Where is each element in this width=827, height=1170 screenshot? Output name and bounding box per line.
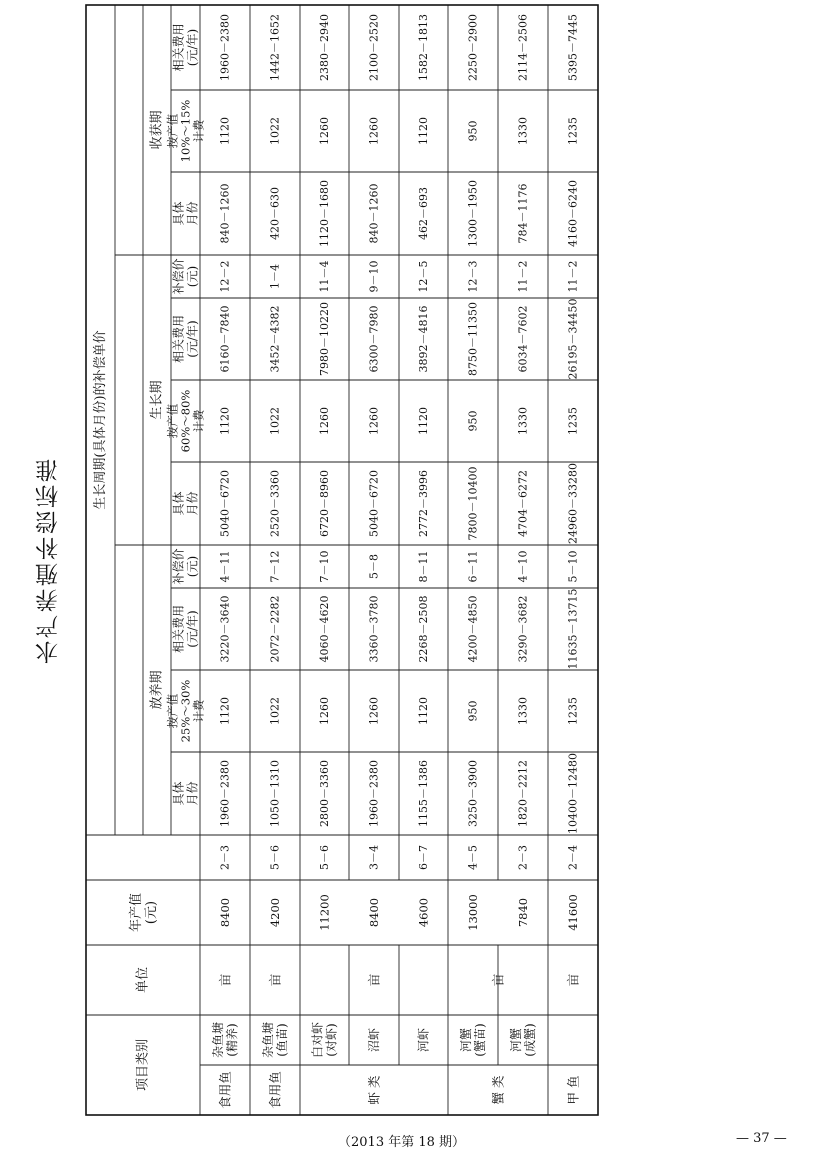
table-cell: 8－11: [417, 550, 430, 583]
table-cell: 1120: [218, 407, 232, 435]
sub-item-label: (鱼苗): [274, 1023, 289, 1057]
table-cell: 5040－6720: [367, 470, 381, 537]
table-cell: 11－2: [516, 260, 530, 293]
table-cell: 5－6: [318, 845, 331, 870]
sub-item-label: 河蟹: [509, 1027, 524, 1053]
table-cell: 6－7: [417, 845, 430, 870]
table-cell: 1260: [318, 117, 331, 145]
table-cell: 2772－3996: [417, 470, 430, 537]
unit-cell: 亩: [565, 973, 581, 987]
table-cell: 950: [466, 700, 480, 722]
table-cell: 2－4: [566, 845, 580, 870]
header-cost: 相关费用: [171, 604, 186, 654]
header-cost: 相关费用: [171, 314, 186, 364]
table-cell: 4－10: [516, 550, 530, 583]
header-annual: 年产值: [129, 892, 145, 933]
unit-cell: 亩: [366, 973, 382, 987]
table-cell: 24960－33280: [566, 463, 580, 544]
header-stage: 生长期: [149, 380, 165, 420]
table-cell: 1260: [367, 697, 381, 725]
table-cell: 3290－3682: [516, 595, 530, 663]
sub-item-label: 杂鱼塘: [261, 1021, 276, 1059]
table-cell: 7980－10220: [318, 302, 331, 376]
annual-value: 4600: [416, 897, 431, 928]
compensation-table-grid: [86, 5, 598, 1115]
table-cell: 2114－2506: [516, 14, 530, 81]
table-cell: 1330: [516, 697, 530, 725]
annual-value: 7840: [516, 897, 530, 928]
table-cell: 6034－7602: [516, 305, 530, 373]
table-cell: 7－10: [318, 550, 331, 583]
header-month: 具体: [171, 781, 186, 806]
table-cell: 12－2: [218, 260, 232, 293]
header-value: 计费: [191, 409, 206, 433]
table-cell: 12－5: [417, 260, 430, 293]
page-title: 水产养殖补偿标准: [36, 456, 62, 664]
header-comp: 补偿价: [171, 548, 186, 585]
header-cycle: 生长周期(具体月份)的补偿单价: [93, 330, 108, 510]
annual-value: 13000: [466, 894, 480, 931]
header-value: 10%～15%: [178, 99, 193, 163]
table-cell: 1050－1310: [268, 760, 282, 827]
table-cell: 1022: [268, 407, 282, 435]
table-cell: 1235: [566, 697, 580, 725]
header-month: 月份: [185, 201, 200, 226]
header-cost: 相关费用: [171, 23, 186, 72]
table-cell: 4704－6272: [516, 470, 530, 537]
category-label: 食用鱼: [217, 1071, 233, 1109]
header-month: 具体: [171, 201, 186, 226]
table-cell: 462－693: [417, 187, 430, 240]
table-cell: 840－1260: [218, 183, 232, 244]
table-cell: 4060－4620: [318, 595, 331, 663]
table-cell: 11－2: [566, 260, 580, 293]
header-comp: 补偿价: [171, 258, 186, 295]
table-cell: 8750－11350: [466, 302, 480, 376]
footer-issue: （2013 年第 18 期）: [338, 1135, 466, 1150]
header-value: 25%～30%: [178, 679, 193, 743]
table-cell: 7800－10400: [466, 466, 480, 541]
table-cell: 2380－2940: [318, 14, 331, 81]
table-cell: 5－8: [367, 554, 381, 579]
table-cell: 1120: [417, 407, 430, 435]
page-number: — 37 —: [736, 1131, 787, 1146]
table-cell: 2250－2900: [466, 14, 480, 81]
table-cell: 4－11: [218, 550, 232, 583]
annual-value: 4200: [268, 897, 282, 928]
header-comp: (元): [185, 555, 200, 578]
header-annual: (元): [143, 900, 159, 925]
table-cell: 1260: [318, 697, 331, 725]
category-label: 蟹 类: [490, 1075, 506, 1105]
table-cell: 5－6: [268, 845, 282, 870]
table-cell: 2800－3360: [318, 760, 331, 827]
table-cell: 1582－1813: [417, 14, 430, 81]
table-cell: 1960－2380: [218, 760, 232, 827]
header-cost: (元/年): [185, 320, 200, 358]
annual-value: 8400: [218, 897, 232, 928]
table-cell: 2268－2508: [417, 595, 430, 663]
table-cell: 1330: [516, 407, 530, 435]
table-cell: 11635－13715: [566, 588, 580, 670]
table-cell: 3452－4382: [268, 305, 282, 373]
table-cell: 5040－6720: [218, 470, 232, 537]
compensation-table: [86, 5, 598, 1115]
table-cell: 2072－2282: [268, 595, 282, 663]
table-cell: 1022: [268, 697, 282, 725]
table-cell: 950: [466, 120, 480, 142]
table-cell: 4200－4850: [466, 595, 480, 663]
table-cell: 6160－7840: [218, 305, 232, 373]
sub-item-label: (成蟹): [522, 1023, 537, 1057]
table-cell: 1960－2380: [367, 760, 381, 827]
header-value: 60%～80%: [178, 389, 193, 453]
header-comp: (元): [185, 265, 200, 288]
header-month: 具体: [171, 491, 186, 516]
sub-item-label: 河虾: [416, 1027, 431, 1053]
table-cell: 4－5: [466, 845, 480, 870]
header-unit: 单位: [135, 966, 151, 994]
table-cell: 1300－1950: [466, 180, 480, 247]
header-month: 月份: [185, 491, 200, 516]
table-cell: 12－3: [466, 260, 480, 293]
header-value: 计费: [191, 699, 206, 723]
table-cell: 6－11: [466, 550, 480, 583]
table-cell: 2520－3360: [268, 470, 282, 537]
table-cell: 1120－1680: [318, 180, 331, 247]
table-cell: 420－630: [268, 187, 282, 240]
sub-item-label: 沼虾: [367, 1027, 381, 1053]
table-cell: 1120: [218, 117, 232, 145]
table-cell: 5395－7445: [566, 14, 580, 81]
annual-value: 41600: [566, 894, 580, 931]
table-cell: 1－4: [268, 264, 282, 289]
table-cell: 1235: [566, 117, 580, 145]
table-cell: 9－10: [367, 260, 381, 293]
sub-item-label: (蟹苗): [472, 1023, 487, 1057]
table-cell: 4160－6240: [566, 180, 580, 247]
table-cell: 2－3: [516, 845, 530, 870]
table-cell: 10400－12480: [566, 753, 580, 834]
header-item: 项目类别: [135, 1038, 151, 1092]
table-cell: 7－12: [268, 550, 282, 583]
header-value: 按产值: [165, 693, 180, 729]
unit-cell: 亩: [217, 973, 233, 987]
header-cost: (元/年): [185, 610, 200, 648]
header-value: 按产值: [165, 113, 180, 149]
annual-value: 11200: [317, 894, 332, 931]
table-cell: 1260: [367, 117, 381, 145]
table-cell: 3220－3640: [218, 595, 232, 663]
table-cell: 1260: [367, 407, 381, 435]
category-label: 食用鱼: [267, 1071, 283, 1109]
table-cell: 11－4: [318, 260, 331, 293]
table-cell: 1235: [566, 407, 580, 435]
table-cell: 2－3: [218, 845, 232, 870]
table-cell: 1260: [318, 407, 331, 435]
table-cell: 6720－8960: [318, 470, 331, 537]
header-value: 按产值: [165, 403, 180, 439]
table-cell: 1022: [268, 117, 282, 145]
table-cell: 840－1260: [367, 183, 381, 244]
table-cell: 950: [466, 410, 480, 432]
unit-cell: 亩: [267, 973, 283, 987]
table-cell: 5－10: [566, 550, 580, 583]
sub-item-label: (对虾): [324, 1023, 339, 1057]
sub-item-label: (精养): [224, 1023, 239, 1057]
table-cell: 1960－2380: [218, 14, 232, 81]
table-cell: 1120: [417, 697, 430, 725]
header-stage: 放养期: [149, 670, 165, 710]
table-cell: 3－4: [367, 845, 381, 870]
table-cell: 1120: [417, 117, 430, 145]
sub-item-label: 杂鱼塘: [211, 1021, 226, 1059]
header-stage: 收获期: [149, 110, 165, 150]
table-cell: 1820－2212: [516, 760, 530, 827]
category-label: 甲 鱼: [565, 1075, 581, 1105]
table-cell: 1330: [516, 117, 530, 145]
annual-value: 8400: [367, 897, 381, 928]
table-cell: 3360－3780: [367, 595, 381, 663]
sub-item-label: 河蟹: [459, 1027, 474, 1053]
table-cell: 784－1176: [516, 183, 530, 244]
table-cell: 26195－34450: [566, 298, 580, 380]
header-cost: (元/年): [185, 28, 200, 67]
header-value: 计费: [191, 119, 206, 143]
table-cell: 6300－7980: [367, 305, 381, 373]
table-cell: 1155－1386: [417, 760, 430, 827]
unit-cell: 亩: [490, 973, 506, 987]
category-label: 虾 类: [366, 1075, 382, 1105]
table-cell: 2100－2520: [367, 14, 381, 81]
table-cell: 3250－3900: [466, 760, 480, 827]
sub-item-label: 白对虾: [310, 1021, 325, 1059]
table-cell: 3892－4816: [417, 305, 430, 373]
header-month: 月份: [185, 781, 200, 806]
table-cell: 1120: [218, 697, 232, 725]
table-cell: 1442－1652: [268, 14, 282, 81]
